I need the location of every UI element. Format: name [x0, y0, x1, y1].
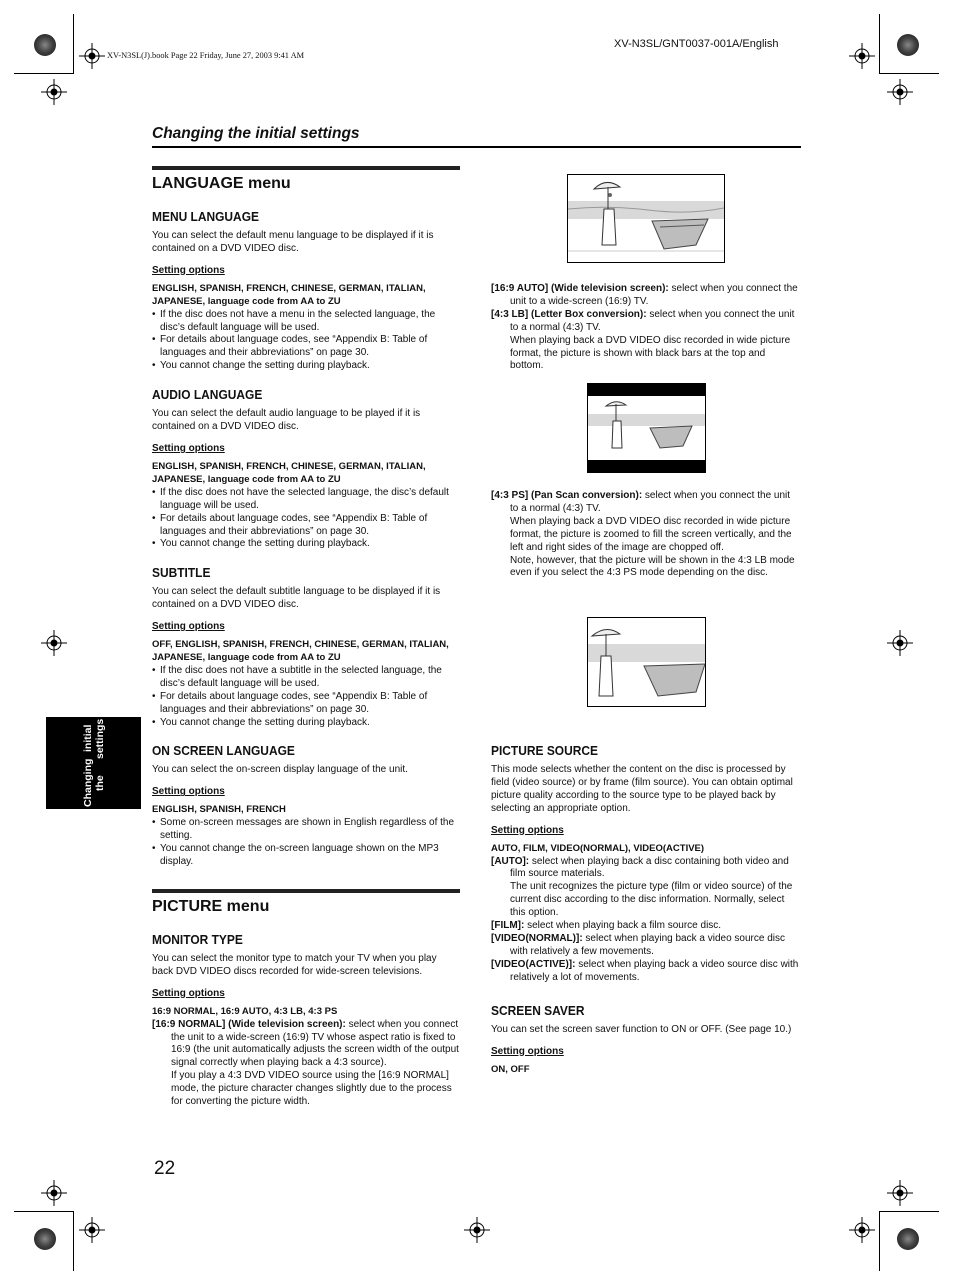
option-label: [AUTO]:: [491, 855, 530, 867]
list-item: • If the disc does not have a subtitle in the selected language, the disc’s default language will be used.: [152, 665, 460, 691]
list-item: • You cannot change the setting during playback.: [152, 717, 460, 730]
right-column-panscan: [491, 490, 799, 580]
option-definition: [152, 1019, 460, 1109]
language-menu-title: LANGUAGE menu: [152, 175, 291, 192]
option-text: select when playing back a video source disc with relatively a few movements.: [510, 932, 785, 957]
notes-list: [152, 309, 460, 374]
setting-options-label: Setting options: [152, 442, 225, 454]
option-note: The unit recognizes the picture type (film or video source) of the current disc according to the disc information. Normally, select this option.: [510, 881, 793, 919]
description: You can select the on-screen display language of the unit.: [152, 764, 408, 776]
list-item: • You cannot change the setting during playback.: [152, 360, 460, 373]
right-column-monitor: [491, 283, 799, 373]
description: You can select the monitor type to match your TV when you play back DVD VIDEO discs recorded for wide-screen televisions.: [152, 952, 437, 977]
option-text: select when playing back a film source disc.: [524, 920, 722, 932]
option-label: [4:3 LB] (Letter Box conversion):: [491, 308, 647, 320]
list-item: • Some on-screen messages are shown in English regardless of the setting.: [152, 817, 460, 843]
menu-language-heading: MENU LANGUAGE: [152, 209, 259, 224]
on-screen-language-section: [152, 743, 460, 868]
notes-list: [152, 665, 460, 730]
on-screen-language-heading: ON SCREEN LANGUAGE: [152, 743, 295, 759]
setting-options-label: Setting options: [152, 264, 225, 276]
options-list: 16:9 NORMAL, 16:9 AUTO, 4:3 LB, 4:3 PS: [152, 1005, 338, 1017]
subtitle-section: [152, 565, 460, 729]
left-column: [152, 166, 460, 1123]
list-item: • If the disc does not have the selected language, the disc’s default language will be used.: [152, 487, 460, 513]
options-list: ON, OFF: [491, 1063, 530, 1075]
list-item: • You cannot change the setting during playback.: [152, 538, 460, 551]
crop-mark: [879, 14, 880, 74]
monitor-type-section: [152, 932, 460, 1109]
page-number: 22: [154, 1158, 176, 1179]
right-column-lower: [491, 743, 799, 1090]
description: You can select the default menu language to be displayed if it is contained on a DVD VIDEO disc.: [152, 230, 434, 254]
options-list: ENGLISH, SPANISH, FRENCH, CHINESE, GERMAN, ITALIAN, JAPANESE, language code from AA to ZU: [152, 282, 426, 307]
monitor-type-heading: MONITOR TYPE: [152, 931, 243, 947]
options-list: OFF, ENGLISH, SPANISH, FRENCH, CHINESE, GERMAN, ITALIAN, JAPANESE, language code from AA to ZU: [152, 639, 449, 664]
notes-list: [152, 817, 460, 869]
setting-options-label: Setting options: [152, 987, 225, 999]
crop-mark: [879, 73, 939, 74]
description: You can select the default audio language to be played if it is contained on a DVD VIDEO disc.: [152, 408, 421, 433]
section-bar: [152, 166, 460, 170]
list-item: • For details about language codes, see “Appendix B: Table of languages and their abbreviations” on page 30.: [152, 691, 460, 717]
option-label: [16:9 NORMAL] (Wide television screen):: [152, 1018, 346, 1030]
description: You can set the screen saver function to ON or OFF. (See page 10.): [491, 1023, 792, 1035]
option-label: [16:9 AUTO] (Wide television screen):: [491, 283, 669, 294]
wide-screen-illustration: [567, 174, 725, 263]
option-note: If you play a 4:3 DVD VIDEO source using the [16:9 NORMAL] mode, the picture character changes slightly due to the process for converting the picture width.: [171, 1070, 452, 1108]
option-definition: [491, 959, 799, 985]
letterbox-scene-image: [588, 384, 705, 472]
option-label: [4:3 PS] (Pan Scan conversion):: [491, 490, 643, 501]
option-label: [VIDEO(NORMAL)]:: [491, 932, 583, 944]
registration-dot-icon: [897, 1228, 919, 1250]
setting-options-label: Setting options: [152, 621, 225, 633]
setting-options-label: Setting options: [491, 824, 564, 836]
audio-language-section: [152, 387, 460, 551]
menu-language-section: [152, 209, 460, 373]
option-note: When playing back a DVD VIDEO disc recorded in wide picture format, the picture is shown with black bars at the top and bottom.: [510, 334, 791, 372]
side-tab-label: Changing the initial settings: [82, 718, 106, 808]
list-item: • If the disc does not have a menu in the selected language, the disc’s default language will be used.: [152, 309, 460, 335]
registration-dot-icon: [34, 34, 56, 56]
screen-saver-section: [491, 1003, 799, 1077]
section-bar: [152, 889, 460, 893]
list-item: • You cannot change the on-screen language shown on the MP3 display.: [152, 843, 460, 869]
doc-code: XV-N3SL/GNT0037-001A/English: [614, 38, 779, 50]
option-definition: [491, 920, 799, 933]
option-note: When playing back a DVD VIDEO disc recorded in wide picture format, the picture is zoomed to fill the screen vertically, and the left and right sides of the image are chopped off.: [510, 515, 792, 553]
section-title: Changing the initial settings: [152, 125, 360, 142]
option-text: select when you connect the unit to a normal (4:3) TV.: [510, 490, 791, 514]
option-definition: [491, 309, 799, 374]
audio-language-heading: AUDIO LANGUAGE: [152, 387, 263, 403]
options-list: AUTO, FILM, VIDEO(NORMAL), VIDEO(ACTIVE): [491, 842, 705, 854]
setting-options-label: Setting options: [152, 786, 225, 798]
subtitle-heading: SUBTITLE: [152, 565, 211, 581]
crop-mark: [14, 73, 74, 74]
option-text: select when you connect the unit to a wide-screen (16:9) TV.: [510, 283, 798, 307]
beach-scene-image: [568, 175, 724, 262]
picture-source-section: [491, 743, 799, 985]
setting-options-label: Setting options: [491, 1045, 564, 1057]
registration-dot-icon: [897, 34, 919, 56]
description: You can select the default subtitle language to be displayed if it is contained on a DVD VIDEO disc.: [152, 586, 441, 611]
description: This mode selects whether the content on the disc is processed by field (video source) or by frame (film source). You can obtain optimal picture quality according to the source type to be played back by selecting an appropriate option.: [491, 764, 793, 814]
option-text: select when playing back a disc containing both video and film source materials.: [510, 855, 789, 880]
option-definition: [491, 933, 799, 959]
pan-scan-scene-image: [588, 618, 705, 706]
book-info: XV-N3SL(J).book Page 22 Friday, June 27, 2003 9:41 AM: [107, 51, 305, 60]
pan-scan-illustration: [587, 617, 706, 707]
registration-dot-icon: [34, 1228, 56, 1250]
option-text: select when playing back a video source disc with relatively a lot of movements.: [510, 958, 799, 983]
screen-saver-heading: SCREEN SAVER: [491, 1002, 585, 1018]
crop-mark: [73, 14, 74, 74]
list-item: • For details about language codes, see “Appendix B: Table of languages and their abbreviations” on page 30.: [152, 334, 460, 360]
option-note: Note, however, that the picture will be shown in the 4:3 LB mode even if you select the 4:3 PS mode depending on the disc.: [510, 554, 795, 579]
option-label: [VIDEO(ACTIVE)]:: [491, 958, 576, 970]
notes-list: [152, 487, 460, 552]
letterbox-illustration: [587, 383, 706, 473]
header-rule: [152, 146, 801, 148]
option-label: [FILM]:: [491, 920, 525, 932]
option-text: select when you connect the unit to a normal (4:3) TV.: [510, 308, 795, 333]
crop-mark: [73, 1211, 74, 1271]
picture-menu-title: PICTURE menu: [152, 897, 270, 915]
options-list: ENGLISH, SPANISH, FRENCH: [152, 804, 286, 816]
picture-source-heading: PICTURE SOURCE: [491, 743, 598, 758]
option-definition: [491, 856, 799, 921]
crop-mark: [879, 1211, 939, 1212]
crop-mark: [14, 1211, 74, 1212]
list-item: • For details about language codes, see “Appendix B: Table of languages and their abbreviations” on page 30.: [152, 513, 460, 539]
option-definition: [491, 490, 799, 580]
option-definition: [491, 283, 799, 309]
crop-mark: [879, 1211, 880, 1271]
options-list: ENGLISH, SPANISH, FRENCH, CHINESE, GERMAN, ITALIAN, JAPANESE, language code from AA to ZU: [152, 460, 426, 485]
option-text: select when you connect the unit to a wide-screen (16:9) TV whose aspect ratio is fixed to 16:9 (the unit automatically adjusts the screen width of the output signal correctly when playing back a 4:3 source).: [171, 1018, 459, 1069]
